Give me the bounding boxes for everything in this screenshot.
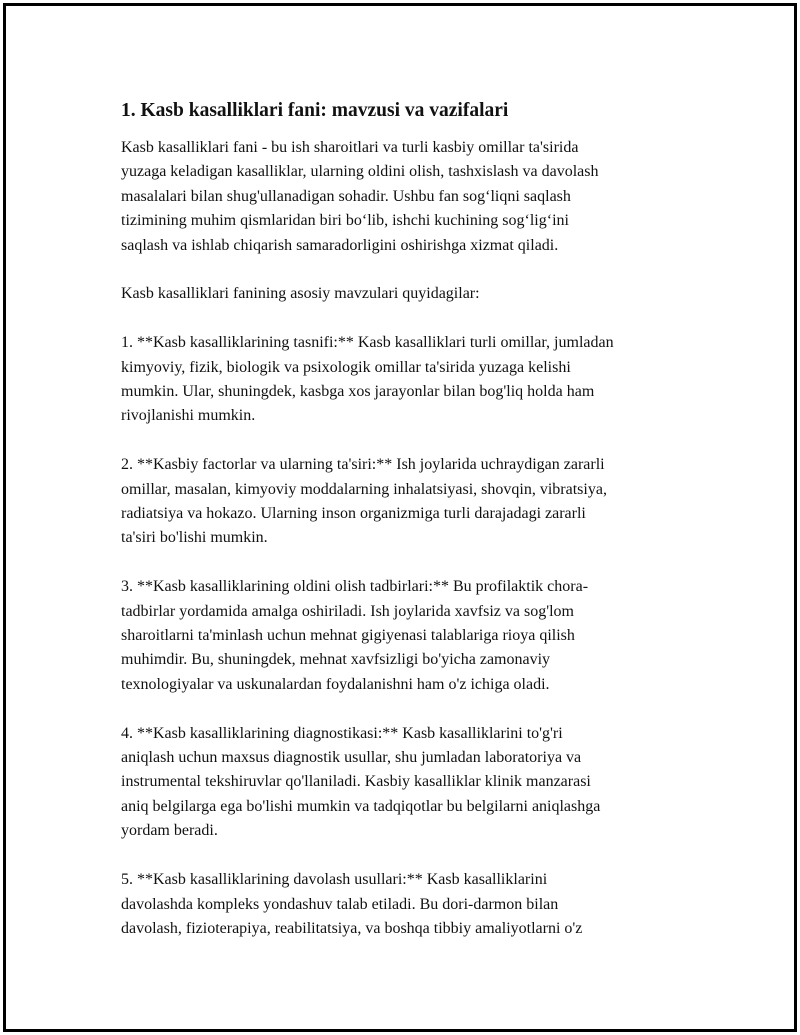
text-line: tadbirlar yordamida amalga oshiriladi. Ish joylarida xavfsiz va sog'lom [121, 602, 574, 620]
text-line: davolashda kompleks yondashuv talab etiladi. Bu dori-darmon bilan [121, 895, 559, 913]
text-line: aniq belgilarga ega bo'lishi mumkin va tadqiqotlar bu belgilarni aniqlashga [121, 797, 601, 815]
text-line: sharoitlarni ta'minlash uchun mehnat gigiyenasi talablariga rioya qilish [121, 627, 575, 645]
text-line: aniqlash uchun maxsus diagnostik usullar, shu jumladan laboratoriya va [121, 749, 582, 767]
text-line: omillar, masalan, kimyoviy moddalarning inhalatsiyasi, shovqin, vibratsiya, [121, 480, 607, 498]
paragraph-item-2 [121, 453, 706, 551]
text-line: texnologiyalar va uskunalardan foydalanishni ham o'z ichiga oladi. [121, 675, 550, 693]
page-title: 1. Kasb kasalliklari fani: mavzusi va vazifalari [121, 100, 509, 121]
text-line: rivojlanishi mumkin. [121, 407, 256, 425]
text-line: Kasb kasalliklari fani - bu ish sharoitlari va turli kasbiy omillar ta'sirida [121, 139, 579, 156]
paragraph-intro [121, 136, 706, 258]
text-line: muhimdir. Bu, shuningdek, mehnat xavfsizligi bo'yicha zamonaviy [121, 651, 551, 669]
text-line: yordam beradi. [121, 822, 218, 840]
text-line: radiatsiya va hokazo. Ularning inson organizmiga turli darajadagi zararli [121, 505, 586, 523]
text-line: 5. **Kasb kasalliklarining davolash usullari:** Kasb kasalliklarini [121, 871, 548, 889]
paragraph-item-5 [121, 868, 706, 941]
text-line: tizimining muhim qismlaridan biri bo‘lib, ishchi kuchining sog‘lig‘ini [121, 212, 569, 230]
document-body [121, 98, 706, 966]
paragraph-topics-lead [121, 282, 706, 306]
text-line: kimyoviy, fizik, biologik va psixologik omillar ta'sirida yuzaga kelishi [121, 358, 571, 376]
text-line: 3. **Kasb kasalliklarining oldini olish tadbirlari:** Bu profilaktik chora- [121, 578, 589, 596]
text-line: 2. **Kasbiy factorlar va ularning ta'siri:** Ish joylarida uchraydigan zararli [121, 456, 605, 474]
paragraph-item-4 [121, 722, 706, 844]
paragraph-item-1 [121, 331, 706, 429]
text-line: 4. **Kasb kasalliklarining diagnostikasi:** Kasb kasalliklarini to'g'ri [121, 724, 563, 742]
text-line: masalalari bilan shug'ullanadigan sohadir. Ushbu fan sog‘liqni saqlash [121, 187, 571, 205]
text-line: mumkin. Ular, shuningdek, kasbga xos jarayonlar bilan bog'liq holda ham [121, 383, 595, 401]
paragraph-item-3 [121, 575, 706, 697]
page-frame [3, 3, 797, 1032]
text-line: 1. **Kasb kasalliklarining tasnifi:** Kasb kasalliklari turli omillar, jumladan [121, 334, 614, 352]
text-line: davolash, fizioterapiya, reabilitatsiya, va boshqa tibbiy amaliyotlarni o'z [121, 919, 583, 937]
text-line: Kasb kasalliklari fanining asosiy mavzulari quyidagilar: [121, 285, 480, 303]
text-line: saqlash va ishlab chiqarish samaradorligini oshirishga xizmat qiladi. [121, 236, 559, 254]
text-line: yuzaga keladigan kasalliklar, ularning oldini olish, tashxislash va davolash [121, 163, 599, 181]
text-line: ta'siri bo'lishi mumkin. [121, 529, 268, 547]
text-line: instrumental tekshiruvlar qo'llaniladi. Kasbiy kasalliklar klinik manzarasi [121, 773, 591, 791]
